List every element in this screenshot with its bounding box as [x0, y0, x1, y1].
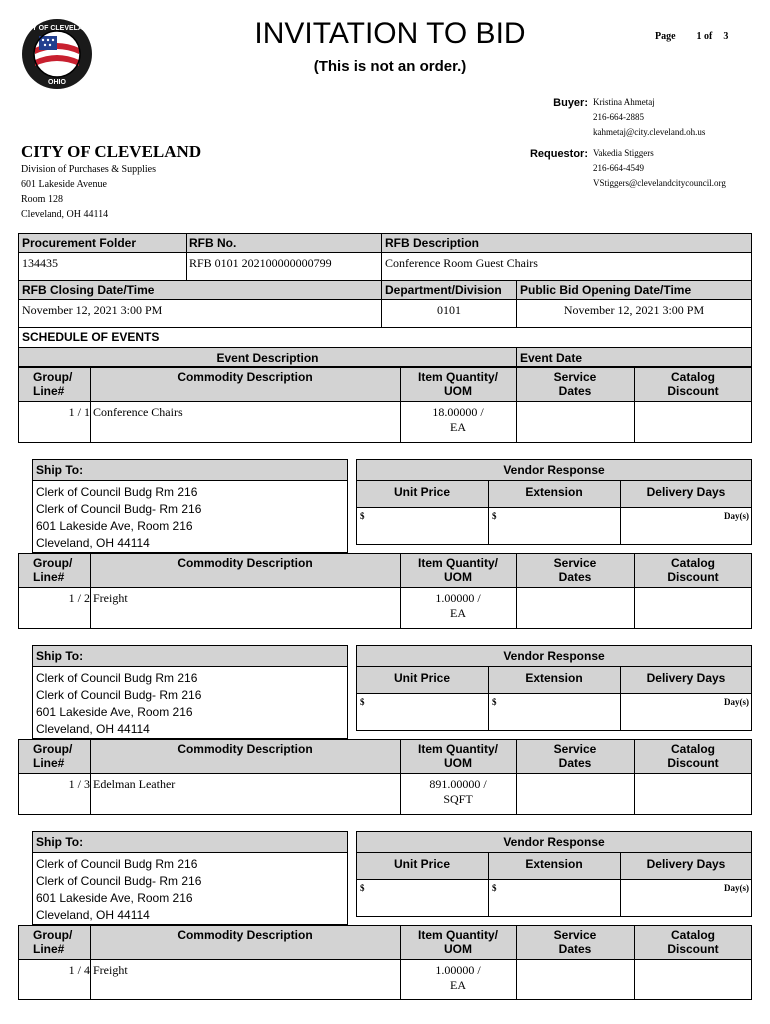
- ship-to-address-line: Cleveland, OH 44114: [36, 536, 150, 550]
- vendor-response-label: Vendor Response: [503, 649, 605, 663]
- ship-to-label: Ship To:: [36, 835, 84, 849]
- col-qty-header: Item Quantity/: [417, 370, 498, 384]
- org-city: Cleveland, OH 44114: [21, 209, 109, 220]
- city-seal: [21, 18, 93, 90]
- vendor-response-label: Vendor Response: [503, 463, 605, 477]
- ship-to-label: Ship To:: [36, 463, 84, 477]
- col-service-header-2: Dates: [558, 756, 592, 770]
- col-qty-header-2: UOM: [444, 942, 472, 956]
- delivery-days-field[interactable]: Day(s): [724, 511, 749, 521]
- page-current: 1: [696, 31, 702, 42]
- requestor-name: Vakedia Stiggers: [593, 148, 654, 158]
- vendor-response-label: Vendor Response: [503, 835, 605, 849]
- page-of: of: [704, 31, 713, 42]
- dept-value: 0101: [437, 303, 461, 317]
- col-catalog-header-2: Discount: [667, 384, 719, 398]
- requestor-phone: 216-664-4549: [593, 163, 644, 173]
- col-group-header: Group/: [33, 370, 73, 384]
- line-quantity: 1.00000 /: [435, 963, 481, 977]
- schedule-label: SCHEDULE OF EVENTS: [22, 330, 160, 344]
- ship-to-address-line: Clerk of Council Budg Rm 216: [36, 857, 198, 871]
- col-service-header: Service: [553, 742, 597, 756]
- extension-field[interactable]: $: [492, 511, 497, 521]
- org-division: Division of Purchases & Supplies: [21, 164, 156, 175]
- col-catalog-header: Catalog: [670, 928, 715, 942]
- col-group-header-2: Line#: [33, 756, 65, 770]
- page-number: [655, 31, 728, 42]
- col-qty-header-2: UOM: [444, 384, 472, 398]
- event-date-label: Event Date: [520, 351, 583, 365]
- rfb-no: RFB 0101 202100000000799: [189, 256, 332, 270]
- unit-price-label: Unit Price: [393, 857, 450, 871]
- col-qty-header: Item Quantity/: [417, 928, 498, 942]
- line-number: 1 / 2: [68, 591, 90, 605]
- org-name: CITY OF CLEVELAND: [21, 142, 202, 161]
- delivery-days-label: Delivery Days: [646, 857, 726, 871]
- line-number: 1 / 4: [68, 963, 90, 977]
- opening-label: Public Bid Opening Date/Time: [520, 283, 692, 297]
- procurement-folder: 134435: [22, 256, 58, 270]
- extension-label: Extension: [525, 485, 583, 499]
- ship-to-address-line: Clerk of Council Budg Rm 216: [36, 485, 198, 499]
- col-service-header: Service: [553, 370, 597, 384]
- page-title: INVITATION TO BID: [254, 17, 526, 50]
- extension-label: Extension: [525, 671, 583, 685]
- page-label: Page: [655, 31, 676, 42]
- closing-date: November 12, 2021 3:00 PM: [22, 303, 163, 317]
- col-service-header-2: Dates: [558, 942, 592, 956]
- line-description: Freight: [93, 591, 128, 605]
- line-uom: EA: [450, 606, 466, 620]
- col-group-header: Group/: [33, 928, 73, 942]
- ship-to-address-line: 601 Lakeside Ave, Room 216: [36, 519, 193, 533]
- line-quantity: 1.00000 /: [435, 591, 481, 605]
- buyer-phone: 216-664-2885: [593, 112, 644, 122]
- line-description: Edelman Leather: [93, 777, 176, 791]
- delivery-days-label: Delivery Days: [646, 485, 726, 499]
- line-number: 1 / 3: [68, 777, 90, 791]
- buyer-name: Kristina Ahmetaj: [593, 97, 655, 107]
- opening-date: November 12, 2021 3:00 PM: [563, 303, 705, 317]
- line-uom: SQFT: [443, 792, 473, 806]
- extension-field[interactable]: $: [492, 883, 497, 893]
- col-qty-header-2: UOM: [444, 570, 472, 584]
- page-total: 3: [723, 31, 729, 42]
- col-catalog-header-2: Discount: [667, 756, 719, 770]
- buyer-email: kahmetaj@city.cleveland.oh.us: [593, 127, 706, 137]
- delivery-days-field[interactable]: Day(s): [724, 883, 749, 893]
- page-subtitle: (This is not an order.): [313, 58, 467, 75]
- closing-label: RFB Closing Date/Time: [22, 283, 155, 297]
- col-catalog-header: Catalog: [670, 370, 715, 384]
- unit-price-field[interactable]: $: [360, 511, 365, 521]
- col-group-header-2: Line#: [33, 384, 65, 398]
- rfb-desc-label: RFB Description: [385, 236, 480, 250]
- col-service-header: Service: [553, 556, 597, 570]
- line-description: Conference Chairs: [93, 405, 183, 419]
- col-commodity-header: Commodity Description: [177, 370, 313, 384]
- procurement-folder-label: Procurement Folder: [22, 236, 137, 250]
- requestor-label: Requestor:: [529, 148, 588, 160]
- ship-to-address-line: Clerk of Council Budg- Rm 216: [36, 688, 202, 702]
- org-address: 601 Lakeside Avenue: [21, 179, 107, 190]
- ship-to-address-line: Clerk of Council Budg- Rm 216: [36, 502, 202, 516]
- extension-label: Extension: [525, 857, 583, 871]
- col-group-header-2: Line#: [33, 942, 65, 956]
- delivery-days-field[interactable]: Day(s): [724, 697, 749, 707]
- ship-to-address-line: 601 Lakeside Ave, Room 216: [36, 705, 193, 719]
- line-number: 1 / 1: [68, 405, 90, 419]
- requestor-email: VStiggers@clevelandcitycouncil.org: [593, 178, 726, 188]
- col-service-header-2: Dates: [558, 384, 592, 398]
- ship-to-address-line: 601 Lakeside Ave, Room 216: [36, 891, 193, 905]
- ship-to-address-line: Cleveland, OH 44114: [36, 722, 150, 736]
- col-service-header-2: Dates: [558, 570, 592, 584]
- unit-price-field[interactable]: $: [360, 697, 365, 707]
- rfb-no-label: RFB No.: [189, 236, 237, 250]
- line-quantity: 891.00000 /: [429, 777, 487, 791]
- unit-price-label: Unit Price: [393, 485, 450, 499]
- dept-label: Department/Division: [385, 283, 502, 297]
- ship-to-label: Ship To:: [36, 649, 84, 663]
- extension-field[interactable]: $: [492, 697, 497, 707]
- col-qty-header: Item Quantity/: [417, 556, 498, 570]
- col-service-header: Service: [553, 928, 597, 942]
- svg-text:OHIO: OHIO: [48, 79, 66, 86]
- col-catalog-header: Catalog: [670, 742, 715, 756]
- col-commodity-header: Commodity Description: [177, 742, 313, 756]
- line-uom: EA: [450, 420, 466, 434]
- delivery-days-label: Delivery Days: [646, 671, 726, 685]
- rfb-desc: Conference Room Guest Chairs: [385, 256, 538, 270]
- event-description-label: Event Description: [216, 351, 319, 365]
- col-group-header: Group/: [33, 742, 73, 756]
- line-quantity: 18.00000 /: [432, 405, 484, 419]
- col-commodity-header: Commodity Description: [177, 556, 313, 570]
- col-commodity-header: Commodity Description: [177, 928, 313, 942]
- col-qty-header: Item Quantity/: [417, 742, 498, 756]
- line-uom: EA: [450, 978, 466, 992]
- line-description: Freight: [93, 963, 128, 977]
- col-catalog-header-2: Discount: [667, 570, 719, 584]
- col-group-header: Group/: [33, 556, 73, 570]
- buyer-label: Buyer:: [553, 97, 588, 109]
- ship-to-address-line: Cleveland, OH 44114: [36, 908, 150, 922]
- svg-text:CITY OF CLEVELAND: CITY OF CLEVELAND: [21, 25, 93, 32]
- org-room: Room 128: [21, 194, 63, 205]
- ship-to-address-line: Clerk of Council Budg- Rm 216: [36, 874, 202, 888]
- col-qty-header-2: UOM: [444, 756, 472, 770]
- col-catalog-header: Catalog: [670, 556, 715, 570]
- col-group-header-2: Line#: [33, 570, 65, 584]
- col-catalog-header-2: Discount: [667, 942, 719, 956]
- unit-price-field[interactable]: $: [360, 883, 365, 893]
- unit-price-label: Unit Price: [393, 671, 450, 685]
- ship-to-address-line: Clerk of Council Budg Rm 216: [36, 671, 198, 685]
